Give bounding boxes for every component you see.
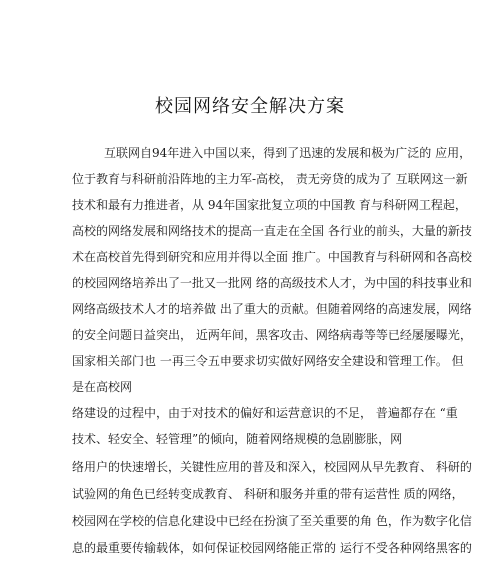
body-line: 试验网的角色已经转变成教育、 科研和服务并重的带有运营性 质的网络， [72,487,464,501]
body-line: 络用户的快速增长，关键性应用的普及和深入，校园网从早先教育、 科研的 [72,460,472,474]
body-line: 高校的网络发展和网络技术的提高一直走在全国 各行业的前头，大量的新技 [72,224,472,238]
body-line: 网络高级技术人才的培养做 出了重大的贡献。但随着网络的高速发展，网络 [72,302,472,316]
body-line: 络建设的过程中，由于对技术的偏好和运营意识的不足， 普遍都存在 “重 [72,406,458,420]
body-line: 互联网自94年进入中国以来，得到了迅速的发展和极为广泛的 应用， [104,146,472,160]
body-line: 校园网在学校的信息化建设中已经在扮演了至关重要的角 色，作为数字化信 [72,514,472,528]
body-line: 技术、轻安全、轻管理”的倾向，随着网络规模的急剧膨胀，网 [72,432,403,446]
body-line: 位于教育与科研前沿阵地的主力军-高校， 责无旁贷的成为了 互联网这一新 [72,172,468,186]
body-line: 术在高校首先得到研究和应用并得以全面 推广。中国教育与科研网和各高校 [72,250,472,264]
body-line: 的校园网络培养出了一批又一批网 络的高级技术人才，为中国的科技事业和 [72,276,472,290]
document-title: 校园网络安全解决方案 [155,96,345,117]
body-line: 是在高校网 [72,380,133,394]
body-line: 技术和最有力推进者，从 94年国家批复立项的中国教 育与科研网工程起， [72,198,467,212]
body-line: 的安全问题日益突出， 近两年间，黑客攻击、网络病毒等等已经屡屡曝光， [72,328,472,342]
body-line: 息的最重要传输载体，如何保证校园网络能正常的 运行不受各种网络黑客的 [72,541,472,555]
body-line: 国家相关部门也 一再三令五申要求切实做好网络安全建设和管理工作。 但 [72,354,464,368]
